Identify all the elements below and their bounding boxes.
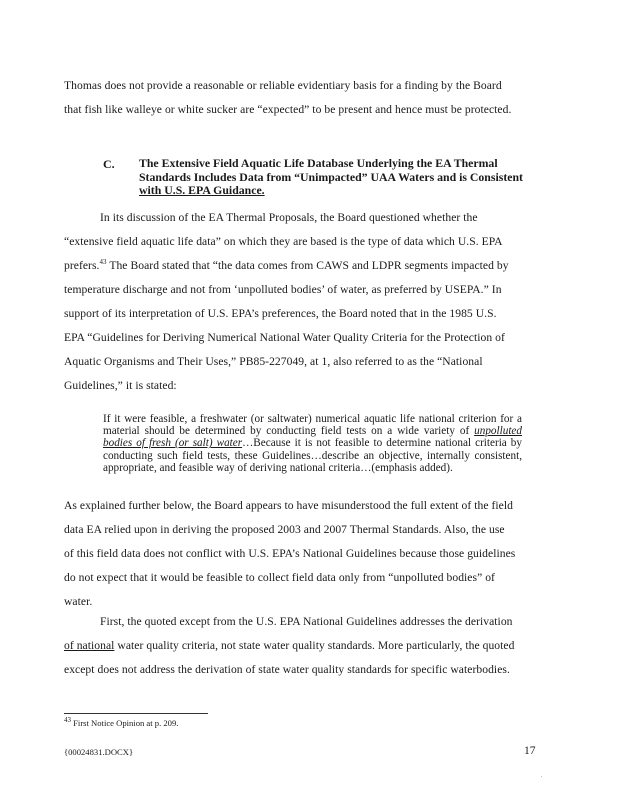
text-fragment: prefers. — [64, 259, 100, 272]
quote-emphasis: unpolluted bodies of fresh (or salt) water — [103, 425, 522, 450]
text-line: that fish like walleye or white sucker are “expected” to be present and hence must be protected. — [64, 103, 512, 116]
document-id: {00024831.DOCX} — [64, 747, 134, 757]
opening-paragraph — [64, 74, 555, 122]
footnote-divider — [64, 713, 208, 714]
paragraph-board-discussion — [64, 206, 555, 398]
scan-mark: . — [541, 773, 543, 779]
section-heading — [139, 157, 555, 198]
text-line — [64, 254, 555, 278]
text-line: EPA “Guidelines for Deriving Numerical National Water Quality Criteria for the Protection of — [64, 331, 505, 344]
text-line: Guidelines,” it is stated: — [64, 379, 177, 392]
text-line: temperature discharge and not from ‘unpolluted bodies’ of water, as preferred by USEPA.” In — [64, 283, 502, 296]
text-line: support of its interpretation of U.S. EPA’s preferences, the Board noted that in the 1985 U.S. — [64, 307, 497, 320]
footnote-number: 43 — [64, 716, 71, 725]
quote-text: …Because it is not feasible to determine national criteria by conducting such field tests, these Guidelines…describe an objective, internally consistent, appropriate, and feasible way of deriving national criteria…(emphasis added). — [103, 437, 522, 474]
text-fragment: water quality criteria, not state water quality standards. More particularly, the quoted — [114, 639, 515, 652]
text-line: do not expect that it would be feasible to collect field data only from “unpolluted bodies” of — [64, 571, 495, 584]
footnote — [64, 718, 178, 728]
text-line: data EA relied upon in deriving the proposed 2003 and 2007 Thermal Standards. Also, the use — [64, 523, 505, 536]
section-letter: C. — [103, 157, 115, 171]
text-line: except does not address the derivation of state water quality standards for specific waterbodies. — [64, 663, 510, 676]
text-line: Thomas does not provide a reasonable or reliable evidentiary basis for a finding by the Board — [64, 79, 502, 92]
heading-line — [139, 184, 555, 198]
text-line: of this field data does not conflict with U.S. EPA’s National Guidelines because those guidelines — [64, 547, 516, 560]
text-line: In its discussion of the EA Thermal Proposals, the Board questioned whether the — [100, 211, 478, 224]
quote-text: If it were feasible, a freshwater (or saltwater) numerical aquatic life national criterion for a material should be determined by conducting field tests on a wide variety of — [103, 413, 522, 438]
text-line: As explained further below, the Board appears to have misunderstood the full extent of the field — [64, 499, 513, 512]
footnote-reference[interactable]: 43 — [99, 258, 107, 267]
page-number: 17 — [524, 744, 536, 757]
heading-line: Standards Includes Data from “Unimpacted” UAA Waters and is Consistent — [139, 169, 523, 184]
text-line: water. — [64, 595, 93, 608]
paragraph-first-point — [64, 610, 555, 682]
text-line: First, the quoted except from the U.S. EPA National Guidelines addresses the derivation — [100, 615, 513, 628]
heading-underlined: with U.S. EPA Guidance. — [139, 183, 265, 197]
text-fragment: The Board stated that “the data comes from CAWS and LDPR segments impacted by — [106, 259, 509, 272]
footnote-text: First Notice Opinion at p. 209. — [71, 718, 179, 728]
text-line: Aquatic Organisms and Their Uses,” PB85-227049, at 1, also referred to as the “National — [64, 355, 483, 368]
underlined-text: of national — [64, 639, 115, 652]
paragraph-explanation — [64, 494, 555, 614]
block-quote — [103, 413, 522, 474]
text-line: “extensive field aquatic life data” on which they are based is the type of data which U.S. EPA — [64, 235, 503, 248]
heading-line: The Extensive Field Aquatic Life Database Underlying the EA Thermal — [139, 156, 498, 170]
text-line — [64, 634, 555, 658]
